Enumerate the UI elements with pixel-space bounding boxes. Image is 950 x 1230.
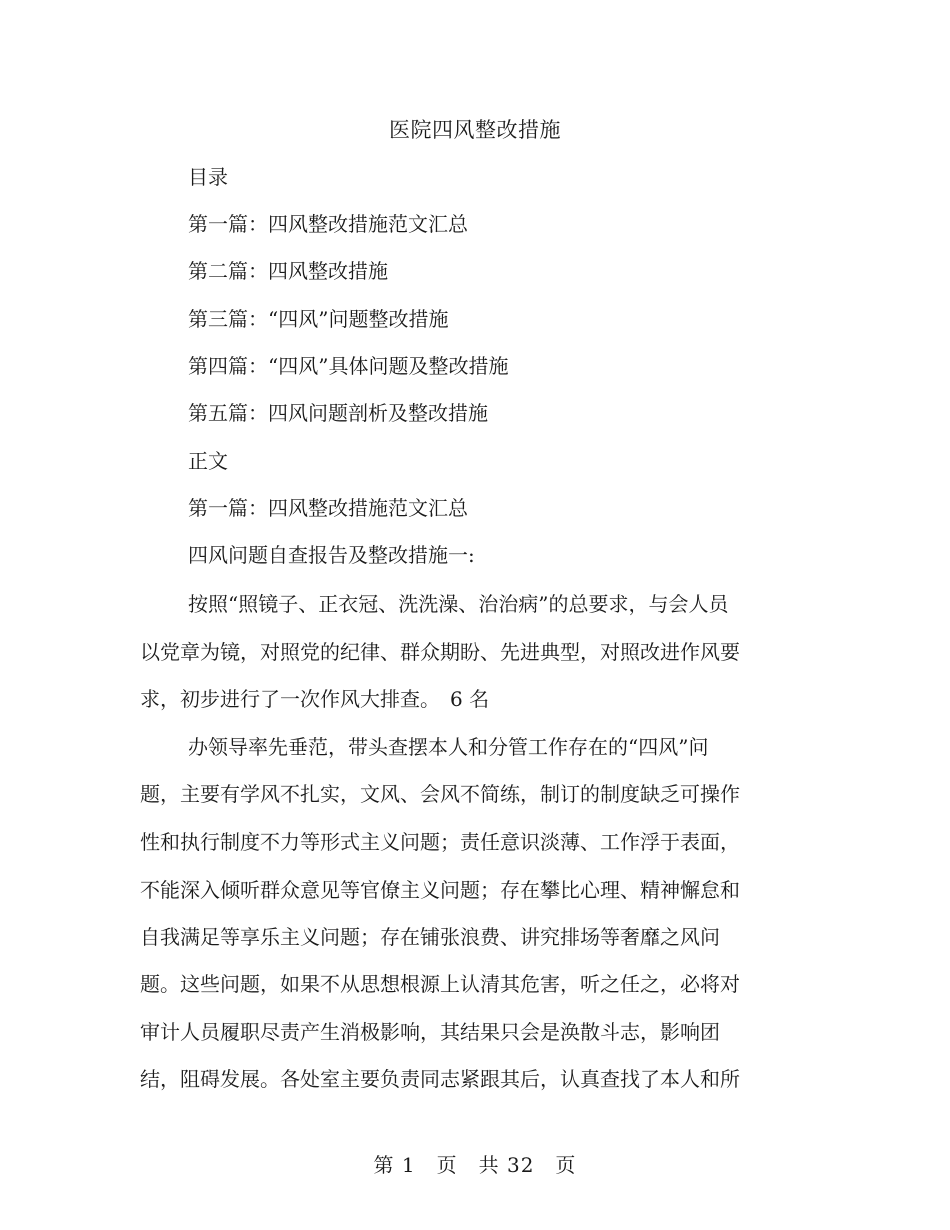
paragraph2-line-6: 题。这些问题，如果不从思想根源上认清其危害，听之任之，必将对 bbox=[140, 972, 740, 996]
paragraph1-line-3: 求，初步进行了一次作风大排查。 6 名 bbox=[140, 687, 490, 711]
paragraph2-line-7: 审计人员履职尽责产生消极影响，其结果只会是涣散斗志，影响团 bbox=[140, 1020, 720, 1044]
paragraph2-line-4: 不能深入倾听群众意见等官僚主义问题；存在攀比心理、精神懈怠和 bbox=[140, 878, 740, 902]
paragraph1-line-1: 按照“照镜子、正衣冠、洗洗澡、治治病”的总要求，与会人员 bbox=[188, 592, 729, 616]
toc-item-4: 第四篇：“四风”具体问题及整改措施 bbox=[188, 354, 509, 378]
subsection-title: 四风问题自查报告及整改措施一: bbox=[188, 543, 475, 567]
paragraph1-line-2: 以党章为镜，对照党的纪律、群众期盼、先进典型，对照改进作风要 bbox=[140, 640, 740, 664]
paragraph2-line-1: 办领导率先垂范，带头查摆本人和分管工作存在的“四风”问 bbox=[188, 735, 709, 759]
paragraph2-line-3: 性和执行制度不力等形式主义问题；责任意识淡薄、工作浮于表面， bbox=[140, 830, 740, 854]
body-heading: 正文 bbox=[188, 449, 228, 473]
toc-item-1: 第一篇：四风整改措施范文汇总 bbox=[188, 212, 468, 236]
page-footer: 第 1 页 共 32 页 bbox=[373, 1153, 577, 1177]
toc-item-3: 第三篇：“四风”问题整改措施 bbox=[188, 307, 449, 331]
paragraph2-line-2: 题，主要有学风不扎实，文风、会风不简练，制订的制度缺乏可操作 bbox=[140, 782, 740, 806]
toc-item-2: 第二篇：四风整改措施 bbox=[188, 259, 388, 283]
section-title: 第一篇：四风整改措施范文汇总 bbox=[188, 496, 468, 520]
paragraph2-line-8: 结，阻碍发展。各处室主要负责同志紧跟其后，认真查找了本人和所 bbox=[140, 1067, 740, 1091]
paragraph2-line-5: 自我满足等享乐主义问题；存在铺张浪费、讲究排场等奢靡之风问 bbox=[140, 925, 720, 949]
document-title: 医院四风整改措施 bbox=[389, 118, 561, 142]
toc-item-5: 第五篇：四风问题剖析及整改措施 bbox=[188, 401, 488, 425]
toc-heading: 目录 bbox=[188, 165, 228, 189]
